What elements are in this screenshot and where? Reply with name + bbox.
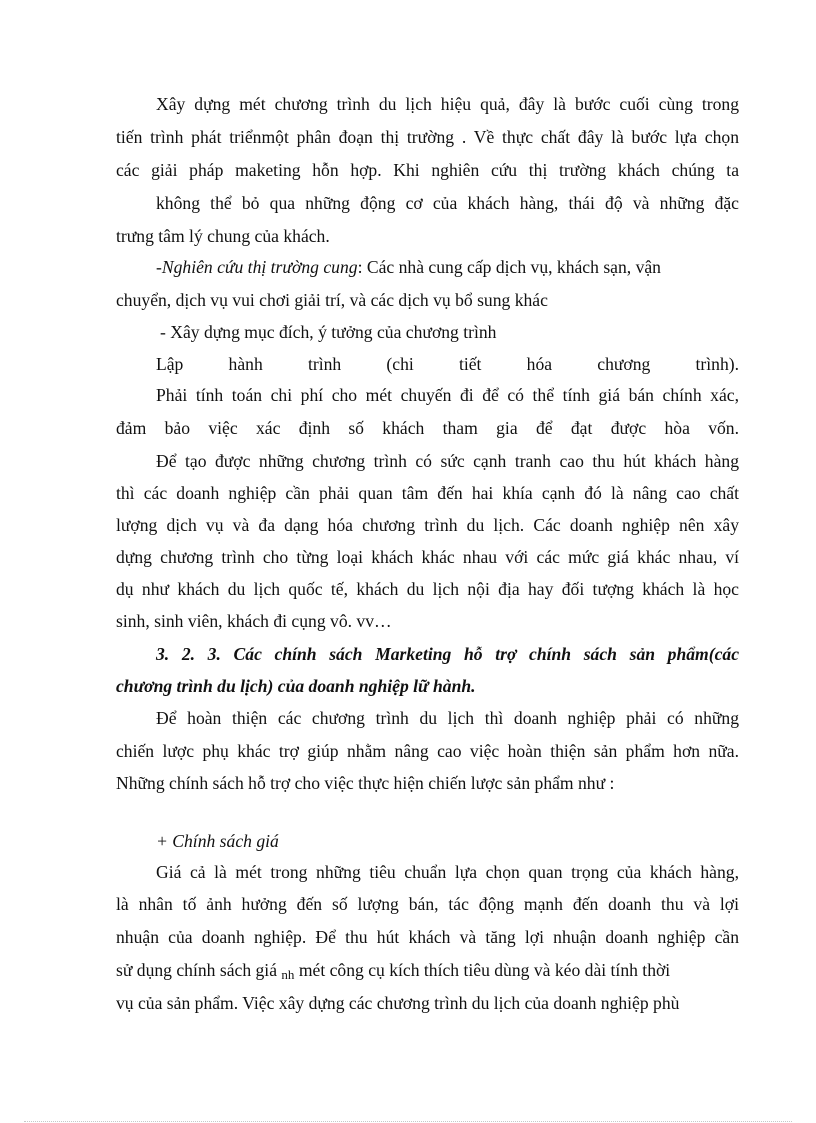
paragraph-line: là nhân tố ảnh hưởng đến số lượng bán, tác động mạnh đến doanh thu và lợi bbox=[116, 894, 739, 914]
paragraph-line: - Xây dựng mục đích, ý tưởng của chương trình bbox=[160, 322, 497, 342]
section-heading-continued: chương trình du lịch) của doanh nghiệp lữ hành. bbox=[116, 676, 476, 696]
paragraph-line: Xây dựng mét chương trình du lịch hiệu quả, đây là bước cuối cùng trong bbox=[156, 94, 739, 114]
italic-heading: -Nghiên cứu thị trường cung bbox=[156, 257, 358, 277]
paragraph-line: đảm bảo việc xác định số khách tham gia để đạt được hòa vốn. bbox=[116, 418, 739, 438]
paragraph-line: vụ của sản phẩm. Việc xây dựng các chương trình du lịch của doanh nghiệp phù bbox=[116, 993, 680, 1013]
line-text: mét công cụ kích thích tiêu dùng và kéo dài tính thời bbox=[298, 960, 671, 980]
page-bottom-divider bbox=[24, 1121, 792, 1122]
paragraph-line: không thể bỏ qua những động cơ của khách hàng, thái độ và những đặc bbox=[156, 193, 739, 213]
paragraph-line: thì các doanh nghiệp cần phải quan tâm đến hai khía cạnh đó là nâng cao chất bbox=[116, 483, 739, 503]
paragraph-line: Để hoàn thiện các chương trình du lịch thì doanh nghiệp phải có những bbox=[156, 708, 739, 728]
paragraph-line: sinh, sinh viên, khách đi cụng vô. vv… bbox=[116, 611, 392, 631]
paragraph-line: các giải pháp maketing hỗn hợp. Khi nghiên cứu thị trường khách chúng ta bbox=[116, 160, 739, 180]
section-heading bbox=[156, 642, 739, 666]
paragraph-line: tiến trình phát triểnmột phân đoạn thị trường . Về thực chất đây là bước lựa chọn bbox=[116, 127, 739, 147]
paragraph-line: Những chính sách hỗ trợ cho việc thực hiện chiến lược sản phẩm như : bbox=[116, 773, 615, 793]
subsection-heading: + Chính sách giá bbox=[156, 831, 279, 851]
paragraph-line bbox=[116, 958, 739, 982]
section-title: Các chính sách Marketing hỗ trợ chính sách sản phẩm(các bbox=[233, 644, 740, 664]
line-text: sử dụng chính sách giá bbox=[116, 960, 278, 980]
paragraph-line: dựng chương trình cho từng loại khách khác nhau với các mức giá khác nhau, ví bbox=[116, 547, 739, 567]
paragraph-line bbox=[156, 255, 739, 279]
line-text: : Các nhà cung cấp dịch vụ, khách sạn, vận bbox=[357, 257, 661, 277]
paragraph-line: chiến lược phụ khác trợ giúp nhằm nâng cao việc hoàn thiện sản phẩm hơn nữa. bbox=[116, 741, 739, 761]
paragraph-line: lượng dịch vụ và đa dạng hóa chương trình du lịch. Các doanh nghiệp nên xây bbox=[116, 515, 739, 535]
paragraph-line: Phải tính toán chi phí cho mét chuyến đi để có thể tính giá bán chính xác, bbox=[156, 385, 739, 405]
paragraph-line: dụ như khách du lịch quốc tế, khách du lịch nội địa hay đối tượng khách là học bbox=[116, 579, 739, 599]
paragraph-line: trưng tâm lý chung của khách. bbox=[116, 226, 330, 246]
paragraph-line: chuyển, dịch vụ vui chơi giải trí, và các dịch vụ bổ sung khác bbox=[116, 290, 548, 310]
paragraph-line: Giá cả là mét trong những tiêu chuẩn lựa chọn quan trọng của khách hàng, bbox=[156, 862, 739, 882]
paragraph-line: Lập hành trình (chi tiết hóa chương trình). bbox=[156, 354, 739, 374]
paragraph-line: Để tạo được những chương trình có sức cạnh tranh cao thu hút khách hàng bbox=[156, 451, 739, 471]
inline-fragment: nh bbox=[281, 967, 295, 982]
paragraph-line: nhuận của doanh nghiệp. Để thu hút khách và tăng lợi nhuận doanh nghiệp cần bbox=[116, 927, 739, 947]
section-number: 3. 2. 3. bbox=[156, 644, 221, 664]
